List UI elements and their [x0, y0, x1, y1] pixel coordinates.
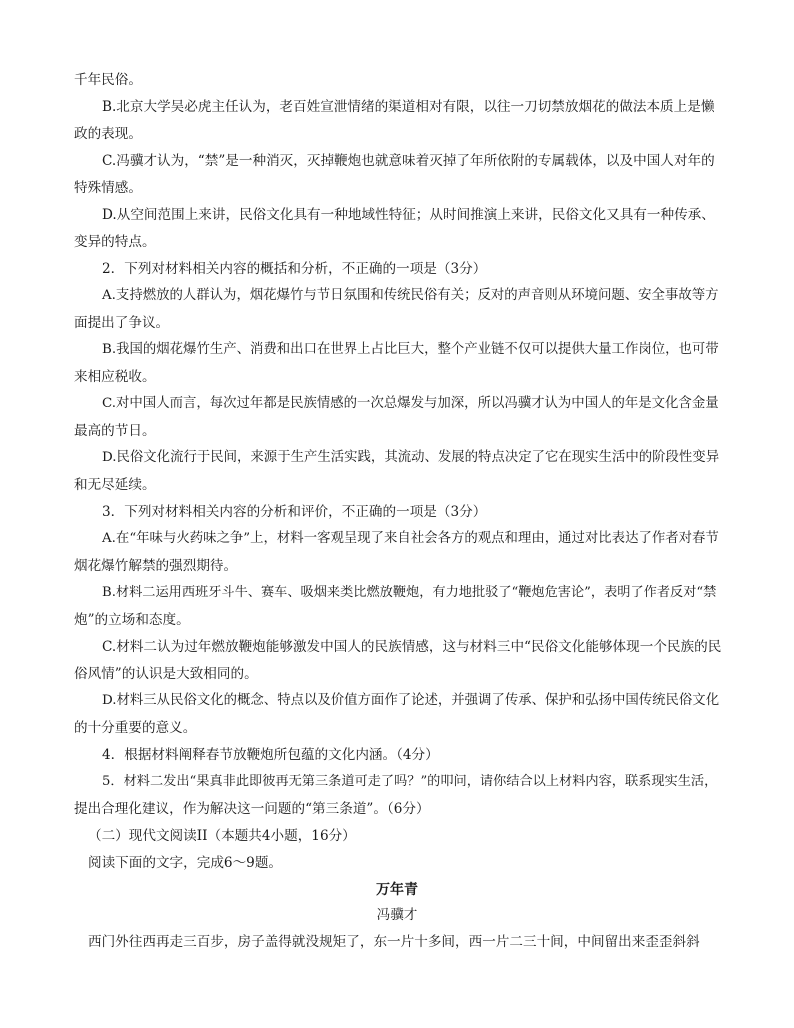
q3-option-a-line-1: A.在“年味与火药味之争”上，材料一客观呈现了来自社会各方的观点和理由，通过对比表达了作者对春节 [102, 531, 719, 546]
question-5-line-2: 提出合理化建议，作为解决这一问题的“第三条道”。（6分） [74, 801, 430, 817]
option-c-line-1: C.冯骥才认为，“禁”是一种消灭，灭掉鞭炮也就意味着灭掉了年所依附的专属载体，以及中国人对年的 [102, 153, 715, 169]
option-b-line-2: 政的表现。 [74, 126, 142, 142]
q3-option-d-line-2: 的十分重要的意义。 [74, 720, 197, 736]
q3-option-a-line-2: 烟花爆竹解禁的强烈期待。 [74, 558, 238, 574]
q3-option-c-line-1: C.材料二认为过年燃放鞭炮能够激发中国人的民族情感，这与材料三中“民俗文化能够体现一个民族的民 [102, 639, 722, 655]
question-2: 2．下列对材料相关内容的概括和分析，不正确的一项是（3分） [102, 261, 487, 277]
option-c-line-2: 特殊情感。 [74, 180, 142, 196]
option-b-line-1: B.北京大学吴必虎主任认为，老百姓宣泄情绪的渠道相对有限，以往一刀切禁放烟花的做法本质上是懒 [102, 99, 715, 115]
q3-option-b-line-1: B.材料二运用西班牙斗牛、赛车、吸烟来类比燃放鞭炮，有力地批驳了“鞭炮危害论”，表明了作者反对“禁 [102, 585, 717, 600]
q2-option-b-line-1: B.我国的烟花爆竹生产、消费和出口在世界上占比巨大，整个产业链不仅可以提供大量工作岗位，也可带 [102, 342, 719, 357]
q2-option-a-line-1: A.支持燃放的人群认为，烟花爆竹与节日氛围和传统民俗有关；反对的声音则从环境问题、安全事故等方 [102, 288, 719, 303]
q2-option-b-line-2: 来相应税收。 [74, 369, 156, 385]
q2-option-c-line-2: 最高的节日。 [74, 423, 156, 439]
question-4: 4．根据材料阐释春节放鞭炮所包蕴的文化内涵。（4分） [102, 747, 439, 763]
question-3: 3．下列对材料相关内容的分析和评价，不正确的一项是（3分） [102, 504, 487, 520]
option-d-line-1: D.从空间范围上来讲，民俗文化具有一种地域性特征；从时间推演上来讲，民俗文化又具有一种传承、 [102, 207, 715, 223]
story-title: 万年青 [376, 882, 418, 898]
text-line: 千年民俗。 [74, 72, 142, 88]
q2-option-d-line-1: D.民俗文化流行于民间，来源于生产生活实践，其流动、发展的特点决定了它在现实生活中的阶段性变异 [102, 450, 720, 465]
option-d-line-2: 变异的特点。 [74, 234, 156, 250]
q2-option-d-line-2: 和无尽延续。 [74, 477, 156, 493]
question-5-line-1: 5．材料二发出“果真非此即彼再无第三条道可走了吗？”的叩问，请你结合以上材料内容，联系现实生活， [102, 774, 718, 789]
q3-option-d-line-1: D.材料三从民俗文化的概念、特点以及价值方面作了论述，并强调了传承、保护和弘扬中国传统民俗文化 [102, 693, 720, 708]
reading-instruction: 阅读下面的文字，完成6～9题。 [88, 855, 283, 871]
q2-option-c-line-1: C.对中国人而言，每次过年都是民族情感的一次总爆发与加深，所以冯骥才认为中国人的年是文化含金量 [102, 396, 719, 411]
section-heading: （二）现代文阅读II（本题共4小题，16分） [88, 828, 356, 844]
q2-option-a-line-2: 面提出了争议。 [74, 315, 170, 331]
story-author: 冯骥才 [376, 907, 418, 923]
q3-option-b-line-2: 炮”的立场和态度。 [74, 612, 190, 628]
q3-option-c-line-2: 俗风情”的认识是大致相同的。 [74, 666, 258, 682]
story-paragraph-line: 西门外往西再走三百步，房子盖得就没规矩了，东一片十多间，西一片二三十间，中间留出来歪歪斜斜 [88, 934, 700, 950]
